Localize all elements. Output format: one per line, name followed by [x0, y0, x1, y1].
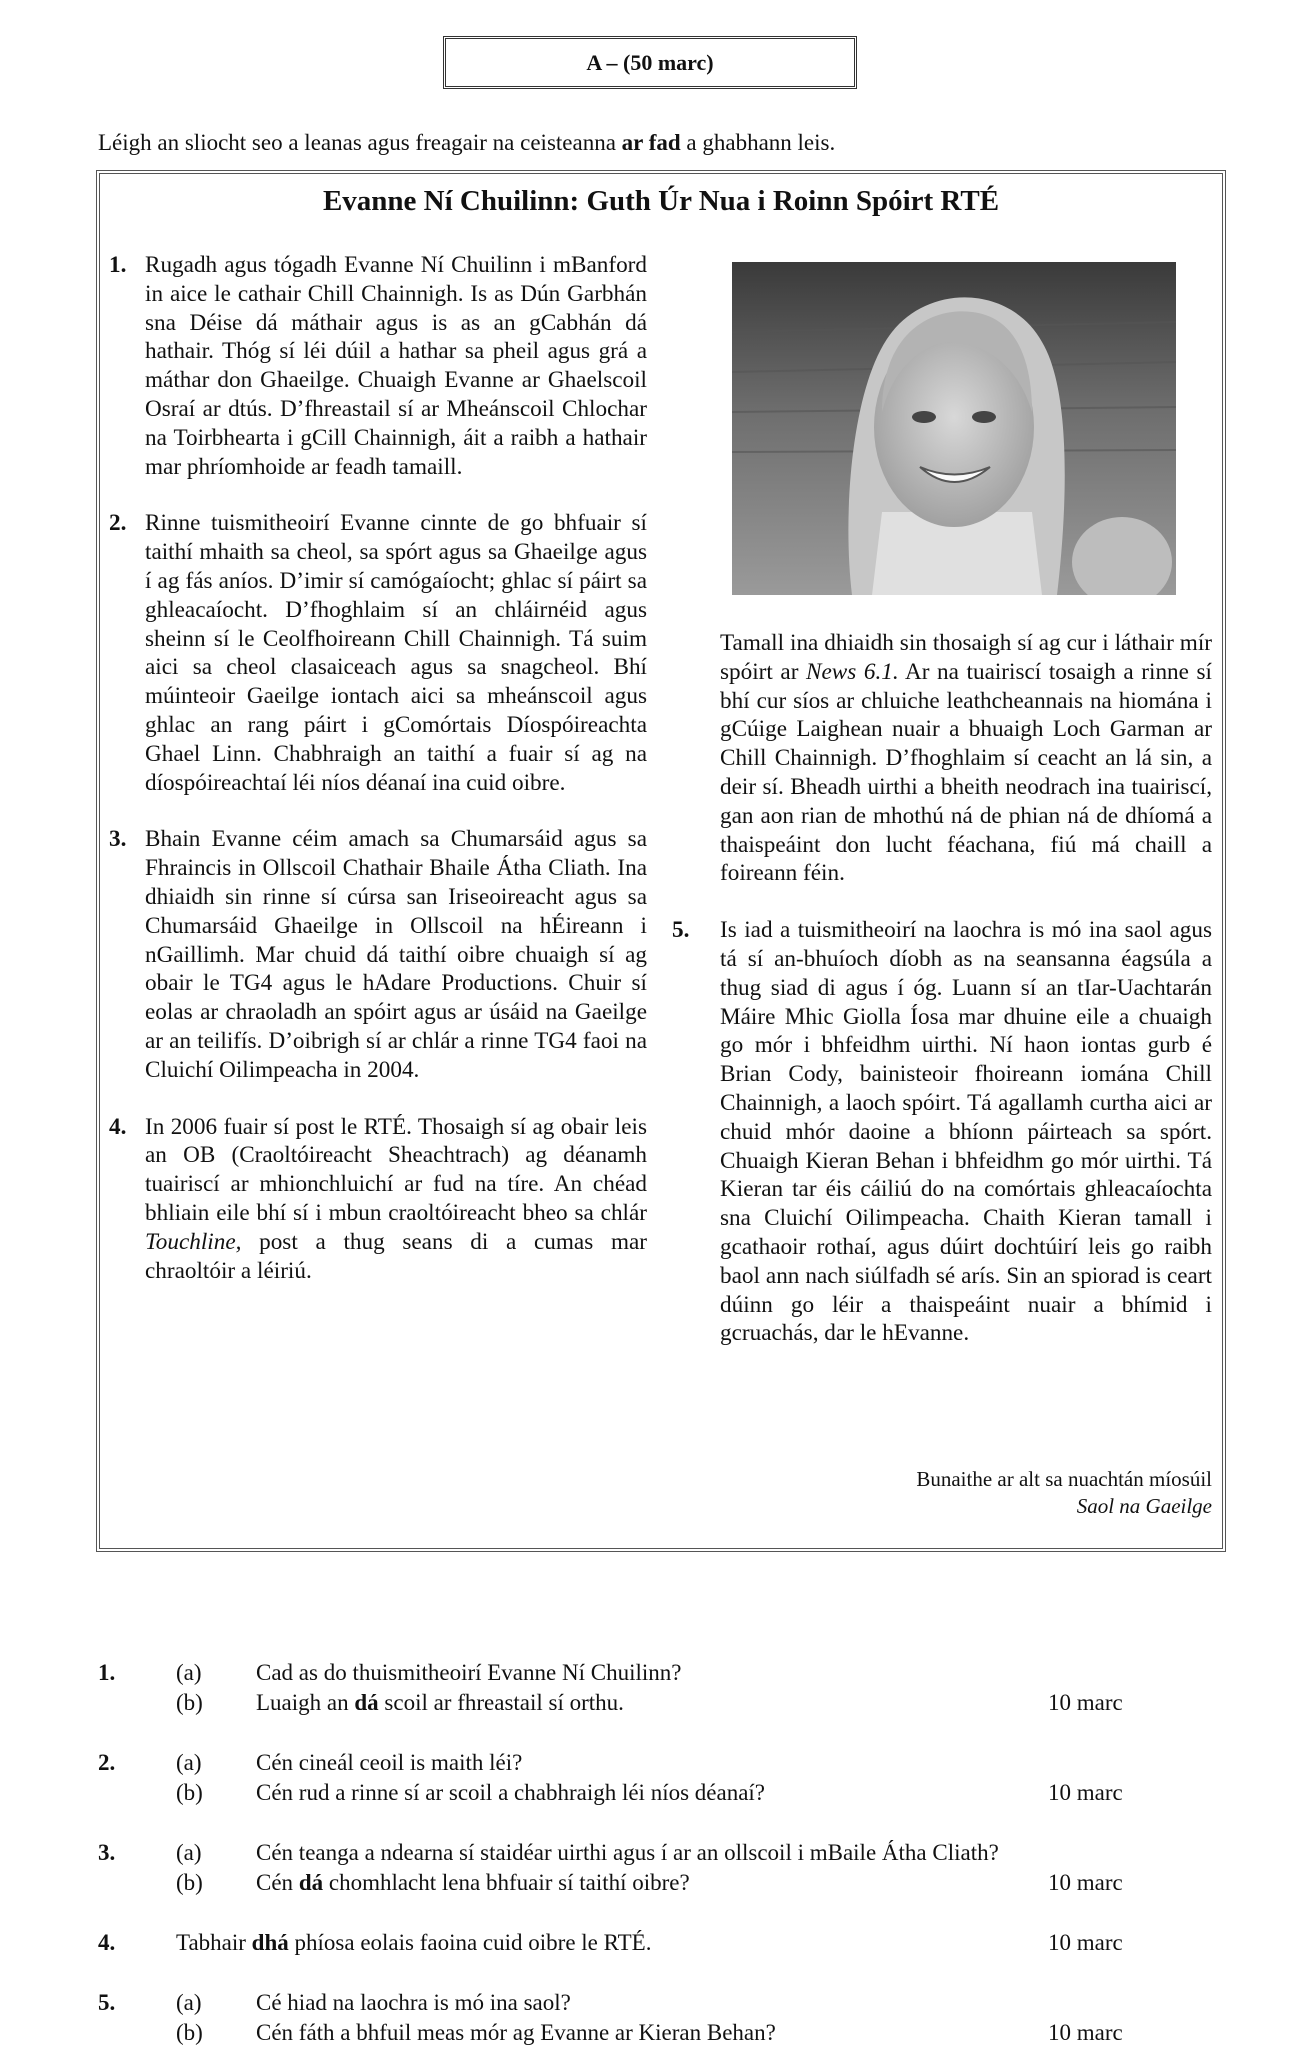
paragraph-text: Is iad a tuismitheoirí na laochra is mó ina saol agus tá sí an-bhuíoch díobh as na seansanna éagsúla a thug siad di agus í óg. Luann sí an tIar-Uachtarán Máire Mhic Giolla Íosa mar dhuine eile a chuaigh go mór i bhfeidhm uirthi. Ní haon iontas gurb é Brian Cody, bainisteoir fhoireann iomána Chill Chainnigh, a laoch spóirt. Tá agallamh curtha aici ar chuid mhór daoine a bhíonn páirteach sa spórt. Chuaigh Kieran Behan i bhfeidhm go mór uirthi. Tá Kieran tar éis cáiliú do na comórtais ghleacaíochta sna Cluichí Oilimpeacha. Chaith Kieran tamall i gcathaoir rothaí, agus dúirt dochtúirí leis go raibh baol ann nach siúlfadh sé arís. Sin an spiorad is ceart dúinn go léir a thaispeáint nuair a bhímid i gcruachás, dar le hEvanne.	[720, 917, 1212, 1347]
article-title: Evanne Ní Chuilinn: Guth Úr Nua i Roinn Spóirt RTÉ	[322, 185, 1000, 217]
paragraph-text: Rugadh agus tógadh Evanne Ní Chuilinn i mBanford in aice le cathair Chill Chainnigh. Is as Dún Garbhán sna Déise dá máthair agus is as an gCabhán dá hathair. Thóg sí léi dúil a hathar sa pheil agus grá a máthar don Ghaeilge. Chuaigh Evanne ar Ghaelscoil Osraí ar dtús. D’fhreastail sí ar Mheánscoil Chlochar na Toirbhearta i gCill Chainnigh, áit a raibh a hathair mar phríomhoide ar feadh tamaill.	[145, 252, 647, 480]
paragraph-text: Tamall ina dhiaidh sin thosaigh sí ag cur i láthair mír spóirt ar	[720, 630, 1212, 685]
paragraph-text: Bhain Evanne céim amach sa Chumarsáid agus sa Fhraincis in Ollscoil Chathair Bhaile Átha Cliath. Ina dhiaidh sin rinne sí cúrsa san Iriseoireacht agus sa Chumarsáid Ghaeilge in Ollscoil na hÉireann i nGaillimh. Mar chuid dá taithí oibre chuaigh sí ag obair le TG4 agus le hAdare Productions. Chuir sí eolas ar chraoladh an spóirt agus ar úsáid na Gaeilge ar an teilifís. D’oibrigh sí ar chlár a rinne TG4 faoi na Cluichí Oilimpeacha in 2004.	[145, 826, 647, 1083]
article-right-column	[672, 629, 1212, 1376]
question-text: Cén cineál ceoil is maith léi?	[256, 1750, 523, 1775]
portrait-image	[732, 262, 1176, 595]
question-text: Cén fáth a bhfuil meas mór ag Evanne ar Kieran Behan?	[256, 2020, 776, 2045]
question-marks: 10 marc	[1048, 1780, 1123, 1805]
paragraph-text: In 2006 fuair sí post le RTÉ. Thosaigh sí ag obair leis an OB (Craoltóireacht Sheachtrach) ag déanamh tuairiscí ar mhionchluichí ar fud na tíre. An chéad bhliain eile bhí sí i mbun craoltóireacht bheo sa chlár	[145, 1113, 647, 1226]
section-header: A – (50 marc)	[443, 36, 857, 89]
question-marks: 10 marc	[1048, 1690, 1123, 1715]
paragraph-number: 3.	[109, 826, 127, 853]
article-paragraph	[109, 509, 647, 797]
instruction-suffix: a ghabhann leis.	[680, 130, 836, 155]
paragraph-text: Rinne tuismitheoirí Evanne cinnte de go bhfuair sí taithí mhaith sa cheol, sa spórt agus sa Ghaeilge agus í ag fás aníos. D’imir sí camógaíocht; ghlac sí páirt sa ghleacaíocht. D’fhoghlaim sí an chláirnéid agus sheinn sí le Ceolfhoireann Chill Chainnigh. Tá suim aici sa cheol clasaiceach agus sa snagcheol. Bhí múinteoir Gaeilge iontach aici sa mheánscoil agus ghlac an rang páirt i gComórtais Díospóireachta Ghael Linn. Chabhraigh an taithí a fuair sí ag na díospóireachtaí léi níos déanaí ina cuid oibre.	[145, 510, 647, 796]
article-source	[916, 1466, 1212, 1520]
question-letter: (b)	[176, 1690, 203, 1715]
article-paragraph	[672, 916, 1212, 1348]
paragraph-number: 5.	[672, 917, 690, 944]
question-text: Tabhair dhá phíosa eolais faoina cuid oibre le RTÉ.	[176, 1930, 652, 1955]
question-text: Cé hiad na laochra is mó ina saol?	[256, 1990, 571, 2015]
article-paragraph	[720, 629, 1212, 888]
question-letter: (a)	[176, 1750, 202, 1775]
question-number: 1.	[98, 1660, 116, 1685]
article-left-column	[109, 251, 647, 1313]
paragraph-number: 4.	[109, 1113, 127, 1140]
question-text: Cad as do thuismitheoirí Evanne Ní Chuilinn?	[256, 1660, 682, 1685]
question-letter: (a)	[176, 1660, 202, 1685]
question-text: Cén dá chomhlacht lena bhfuair sí taithí oibre?	[256, 1870, 690, 1895]
programme-title: News 6.1.	[806, 658, 899, 685]
question-text: Cén teanga a ndearna sí staidéar uirthi agus í ar an ollscoil i mBaile Átha Cliath?	[256, 1840, 999, 1865]
question-number: 3.	[98, 1840, 116, 1865]
question-marks: 10 marc	[1048, 1870, 1123, 1895]
question-marks: 10 marc	[1048, 1930, 1123, 1955]
instruction-prefix: Léigh an sliocht seo a leanas agus freagair na ceisteanna	[98, 130, 622, 155]
question-number: 2.	[98, 1750, 116, 1775]
source-line: Bunaithe ar alt sa nuachtán míosúil	[916, 1467, 1212, 1491]
programme-title: Touchline,	[145, 1228, 242, 1255]
source-publication: Saol na Gaeilge	[1076, 1494, 1212, 1518]
question-letter: (a)	[176, 1990, 202, 2015]
paragraph-number: 1.	[109, 252, 127, 278]
instruction-text	[98, 130, 835, 156]
question-text: Cén rud a rinne sí ar scoil a chabhraigh léi níos déanaí?	[256, 1780, 766, 1805]
paragraph-text: post a thug seans di a cumas mar chraoltóir a léiriú.	[145, 1228, 647, 1284]
question-letter: (b)	[176, 1870, 203, 1895]
article-paragraph	[109, 1113, 647, 1286]
portrait-photo	[732, 262, 1176, 595]
question-letter: (a)	[176, 1840, 202, 1865]
question-letter: (b)	[176, 1780, 203, 1805]
question-text: Luaigh an dá scoil ar fhreastail sí orthu.	[256, 1690, 624, 1715]
question-number: 5.	[98, 1990, 116, 2015]
question-marks: 10 marc	[1048, 2020, 1123, 2045]
question-number: 4.	[98, 1930, 116, 1955]
paragraph-number: 2.	[109, 510, 127, 537]
question-letter: (b)	[176, 2020, 203, 2045]
paragraph-text: Ar na tuairiscí tosaigh a rinne sí bhí cur síos ar chluiche leathcheannais na hiomána i gCúige Laighean nuair a bhuaigh Loch Garman ar Chill Chainnigh. D’fhoghlaim sí ceacht an lá sin, a deir sí. Bheadh uirthi a bheith neodrach ina tuairiscí, gan aon rian de mhothú ná de phian ná de dhíomá a thaispeáint don lucht féachana, fiú má chaill a foireann féin.	[720, 658, 1212, 887]
article-paragraph	[109, 251, 647, 481]
article-paragraph	[109, 825, 647, 1084]
instruction-bold: ar fad	[621, 130, 681, 155]
